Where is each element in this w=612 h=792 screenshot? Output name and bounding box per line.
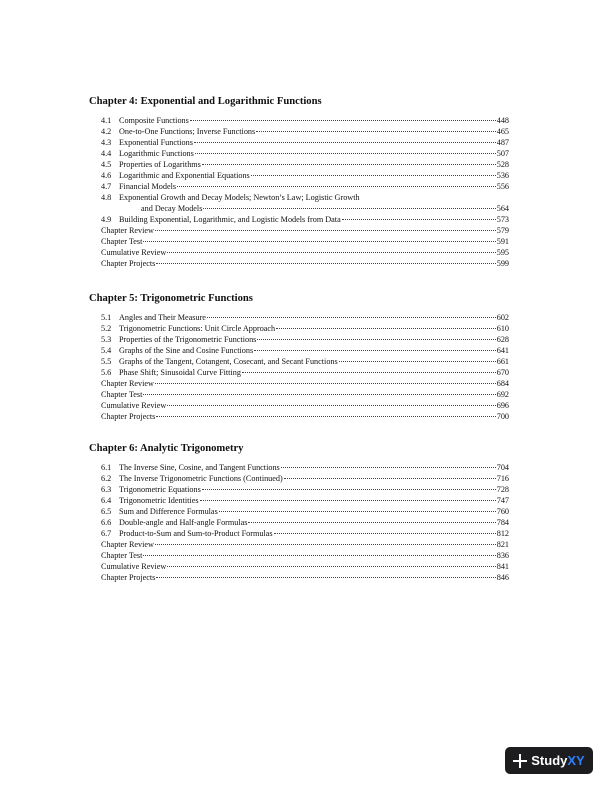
page-number: 556 [496, 182, 509, 191]
section-number: 6.1 [101, 463, 112, 472]
section-number: 4.5 [101, 160, 112, 169]
section-title: Angles and Their Measure [119, 313, 206, 322]
page-number: 700 [496, 412, 509, 421]
section-number: 5.5 [101, 357, 112, 366]
chapter-title: Chapter 6: Analytic Trigonometry [89, 443, 244, 454]
page-number: 448 [496, 116, 509, 125]
section-number: 6.3 [101, 485, 112, 494]
page-number: 610 [496, 324, 509, 333]
section-title: Sum and Difference Formulas [119, 507, 218, 516]
toc-entry [89, 323, 509, 334]
section-number: 4.7 [101, 182, 112, 191]
section-title: Logarithmic Functions [119, 149, 194, 158]
toc-entry [89, 378, 509, 389]
page-number: 507 [496, 149, 509, 158]
dot-leader [202, 164, 496, 165]
section-title: Cumulative Review [101, 248, 167, 257]
toc-entry [89, 495, 509, 506]
chapter-5-section [89, 292, 509, 422]
toc-entry [89, 389, 509, 400]
section-title: Chapter Test [101, 390, 143, 399]
chapter-6-section [89, 442, 509, 583]
section-title: Chapter Projects [101, 573, 156, 582]
toc-entry [89, 572, 509, 583]
brand-name: StudyXY [531, 753, 585, 768]
toc-entry [89, 137, 509, 148]
toc-entry-line [101, 192, 509, 203]
toc-entry [89, 192, 509, 214]
page-number: 641 [496, 346, 509, 355]
section-title: Product-to-Sum and Sum-to-Product Formulas [119, 529, 273, 538]
page-number: 841 [496, 562, 509, 571]
studyxy-logo [505, 747, 593, 774]
page-number: 760 [496, 507, 509, 516]
toc-entry [89, 181, 509, 192]
dot-leader [274, 533, 496, 534]
toc-entry [89, 400, 509, 411]
page-number: 684 [496, 379, 509, 388]
dot-leader [219, 511, 496, 512]
section-title: One-to-One Functions; Inverse Functions [119, 127, 256, 136]
page-number: 784 [496, 518, 509, 527]
toc-entry [89, 159, 509, 170]
page-number: 846 [496, 573, 509, 582]
dot-leader [155, 230, 496, 231]
toc-entry [89, 506, 509, 517]
toc-entry [89, 148, 509, 159]
section-number: 5.4 [101, 346, 112, 355]
section-title-continued: and Decay Models [141, 204, 203, 213]
dot-leader [202, 489, 496, 490]
section-number: 5.2 [101, 324, 112, 333]
section-number: 4.2 [101, 127, 112, 136]
dot-leader [190, 120, 496, 121]
dot-leader [167, 405, 495, 406]
page-number: 528 [496, 160, 509, 169]
section-number: 4.6 [101, 171, 112, 180]
plus-icon [513, 754, 527, 768]
section-number: 5.3 [101, 335, 112, 344]
dot-leader [155, 544, 496, 545]
section-title: Double-angle and Half-angle Formulas [119, 518, 248, 527]
page-number: 602 [496, 313, 509, 322]
section-number: 6.6 [101, 518, 112, 527]
dot-leader [284, 478, 496, 479]
dot-leader [203, 208, 495, 209]
page-number: 599 [496, 259, 509, 268]
section-title: Graphs of the Tangent, Cotangent, Cosecant, and Secant Functions [119, 357, 338, 366]
toc-entry [89, 462, 509, 473]
chapter-title: Chapter 4: Exponential and Logarithmic Functions [89, 96, 322, 107]
dot-leader [281, 467, 496, 468]
dot-leader [276, 328, 496, 329]
dot-leader [254, 350, 496, 351]
toc-entries [89, 115, 509, 269]
dot-leader [200, 500, 496, 501]
toc-entry [89, 126, 509, 137]
dot-leader [143, 555, 495, 556]
page-number: 465 [496, 127, 509, 136]
toc-entries [89, 312, 509, 422]
dot-leader [156, 263, 495, 264]
dot-leader [195, 153, 496, 154]
dot-leader [167, 566, 495, 567]
section-title: Chapter Test [101, 237, 143, 246]
page-number: 487 [496, 138, 509, 147]
section-number: 6.2 [101, 474, 112, 483]
chapter-4-section [89, 95, 509, 269]
section-title: Chapter Projects [101, 259, 156, 268]
section-title: The Inverse Sine, Cosine, and Tangent Functions [119, 463, 280, 472]
section-title: Cumulative Review [101, 401, 167, 410]
toc-entry [89, 247, 509, 258]
toc-entry [89, 115, 509, 126]
section-title: Chapter Test [101, 551, 143, 560]
section-title: Chapter Review [101, 226, 154, 235]
section-title: Properties of the Trigonometric Functions [119, 335, 257, 344]
page-number: 728 [496, 485, 509, 494]
toc-entry [89, 334, 509, 345]
toc-entries [89, 462, 509, 583]
toc-entry [89, 517, 509, 528]
section-number: 4.1 [101, 116, 112, 125]
page-number: 536 [496, 171, 509, 180]
section-title: Composite Functions [119, 116, 189, 125]
toc-entry [89, 528, 509, 539]
toc-entry [89, 411, 509, 422]
dot-leader [242, 372, 496, 373]
section-title: Chapter Projects [101, 412, 156, 421]
page-number: 696 [496, 401, 509, 410]
section-title: Cumulative Review [101, 562, 167, 571]
page-number: 628 [496, 335, 509, 344]
toc-entry-line [101, 203, 509, 214]
toc-entry [89, 258, 509, 269]
dot-leader [251, 175, 496, 176]
dot-leader [194, 142, 496, 143]
dot-leader [257, 339, 495, 340]
section-title: Trigonometric Identities [119, 496, 199, 505]
section-number: 5.1 [101, 313, 112, 322]
page-number: 591 [496, 237, 509, 246]
section-title: Logarithmic and Exponential Equations [119, 171, 250, 180]
dot-leader [143, 241, 495, 242]
page-number: 704 [496, 463, 509, 472]
toc-entry [89, 225, 509, 236]
section-title: The Inverse Trigonometric Functions (Continued) [119, 474, 283, 483]
dot-leader [156, 577, 495, 578]
dot-leader [143, 394, 495, 395]
toc-entry [89, 539, 509, 550]
page-number: 661 [496, 357, 509, 366]
section-title: Trigonometric Functions: Unit Circle Approach [119, 324, 276, 333]
section-number: 4.8 [101, 193, 112, 202]
dot-leader [167, 252, 495, 253]
page-number: 595 [496, 248, 509, 257]
section-title: Financial Models [119, 182, 177, 191]
page-number: 573 [496, 215, 509, 224]
page-number: 670 [496, 368, 509, 377]
toc-entry [89, 473, 509, 484]
toc-entry [89, 214, 509, 225]
page-number: 564 [496, 204, 509, 213]
section-title: Exponential Growth and Decay Models; Newton’s Law; Logistic Growth [119, 193, 360, 202]
toc-entry [89, 345, 509, 356]
section-title: Phase Shift; Sinusoidal Curve Fitting [119, 368, 241, 377]
section-title: Exponential Functions [119, 138, 193, 147]
dot-leader [256, 131, 496, 132]
toc-entry [89, 367, 509, 378]
page-number: 692 [496, 390, 509, 399]
section-number: 4.4 [101, 149, 112, 158]
page-number: 836 [496, 551, 509, 560]
dot-leader [177, 186, 496, 187]
section-title: Graphs of the Sine and Cosine Functions [119, 346, 254, 355]
section-number: 6.4 [101, 496, 112, 505]
section-number: 6.7 [101, 529, 112, 538]
section-number: 4.9 [101, 215, 112, 224]
dot-leader [339, 361, 496, 362]
section-title: Properties of Logarithms [119, 160, 201, 169]
section-number: 6.5 [101, 507, 112, 516]
chapter-title: Chapter 5: Trigonometric Functions [89, 293, 253, 304]
page-number: 716 [496, 474, 509, 483]
toc-entry [89, 236, 509, 247]
dot-leader [248, 522, 495, 523]
dot-leader [342, 219, 496, 220]
dot-leader [156, 416, 495, 417]
section-number: 5.6 [101, 368, 112, 377]
page-number: 747 [496, 496, 509, 505]
section-title: Building Exponential, Logarithmic, and Logistic Models from Data [119, 215, 341, 224]
toc-entry [89, 561, 509, 572]
section-title: Trigonometric Equations [119, 485, 201, 494]
page-number: 821 [496, 540, 509, 549]
toc-entry [89, 484, 509, 495]
dot-leader [155, 383, 496, 384]
toc-entry [89, 356, 509, 367]
section-title: Chapter Review [101, 540, 154, 549]
toc-entry [89, 170, 509, 181]
section-title: Chapter Review [101, 379, 154, 388]
page-number: 579 [496, 226, 509, 235]
toc-entry [89, 312, 509, 323]
page-number: 812 [496, 529, 509, 538]
toc-entry [89, 550, 509, 561]
dot-leader [207, 317, 496, 318]
section-number: 4.3 [101, 138, 112, 147]
